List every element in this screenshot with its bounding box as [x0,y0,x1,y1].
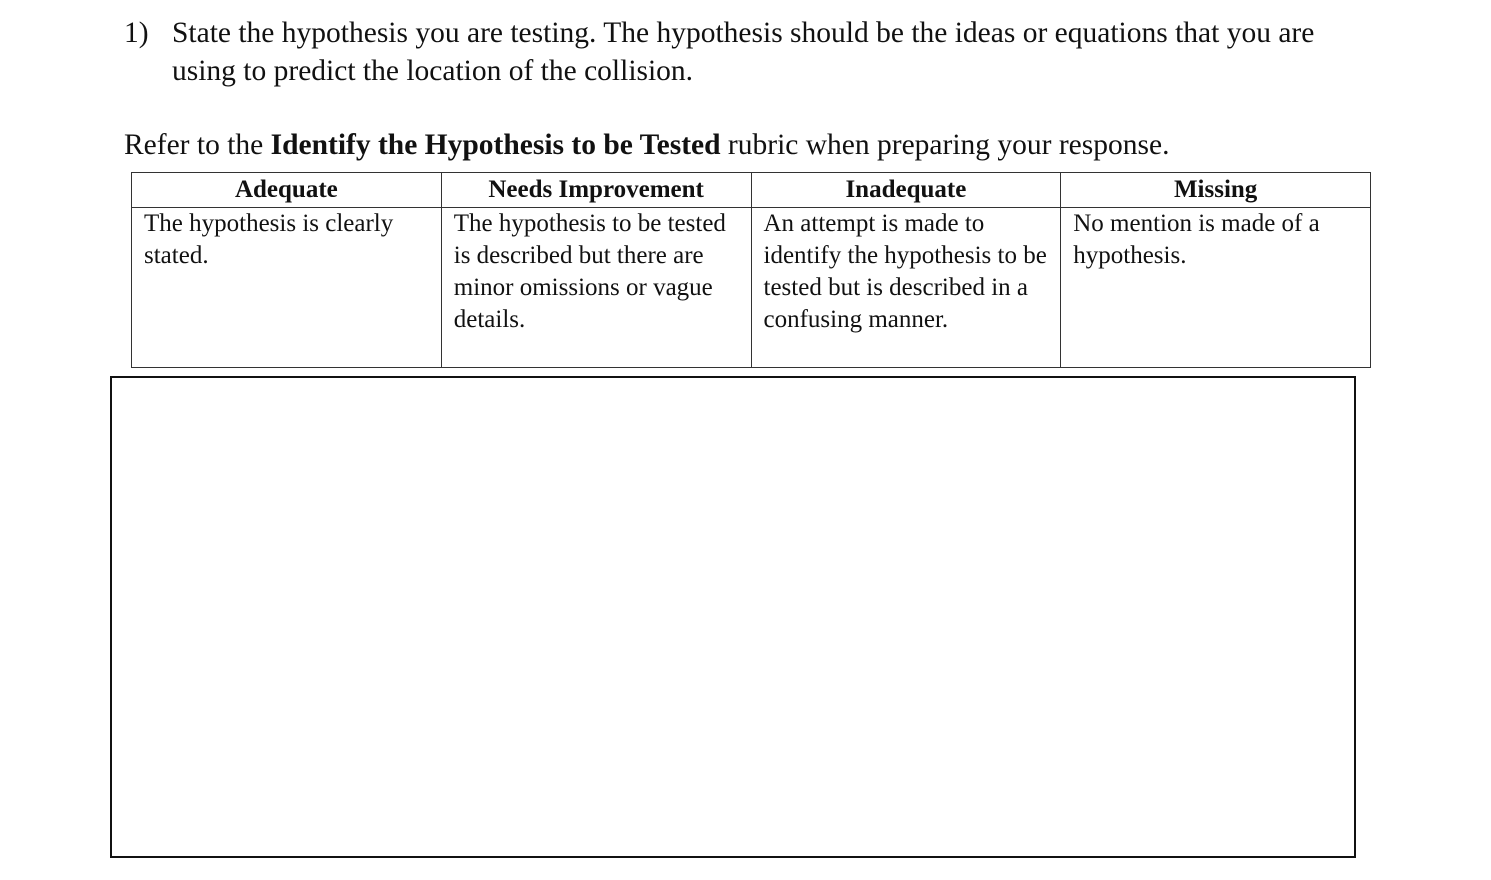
rubric-header-adequate: Adequate [132,173,442,208]
rubric-instruction [124,126,1444,164]
rubric-cell-missing: No mention is made of a hypothesis. [1061,208,1371,368]
rubric-header-row [132,173,1371,208]
rubric-header-inadequate: Inadequate [751,173,1061,208]
rubric-table [131,172,1371,368]
question-number: 1) [124,17,149,49]
rubric-cell-adequate: The hypothesis is clearly stated. [132,208,442,368]
answer-box[interactable] [110,376,1356,858]
instruction-rubric-name: Identify the Hypothesis to be Tested [270,129,721,161]
rubric-cell-needs-improvement: The hypothesis to be tested is described but there are minor omissions or vague details. [441,208,751,368]
rubric-header-missing: Missing [1061,173,1371,208]
rubric-cell-inadequate: An attempt is made to identify the hypothesis to be tested but is described in a confusing manner. [751,208,1061,368]
question [124,14,1384,90]
instruction-prefix: Refer to the [124,129,271,161]
question-text: State the hypothesis you are testing. The hypothesis should be the ideas or equations that you are using to predict the location of the collision. [172,17,1315,87]
rubric-header-needs-improvement: Needs Improvement [441,173,751,208]
rubric-criteria-row [132,208,1371,368]
instruction-suffix: rubric when preparing your response. [720,129,1170,161]
